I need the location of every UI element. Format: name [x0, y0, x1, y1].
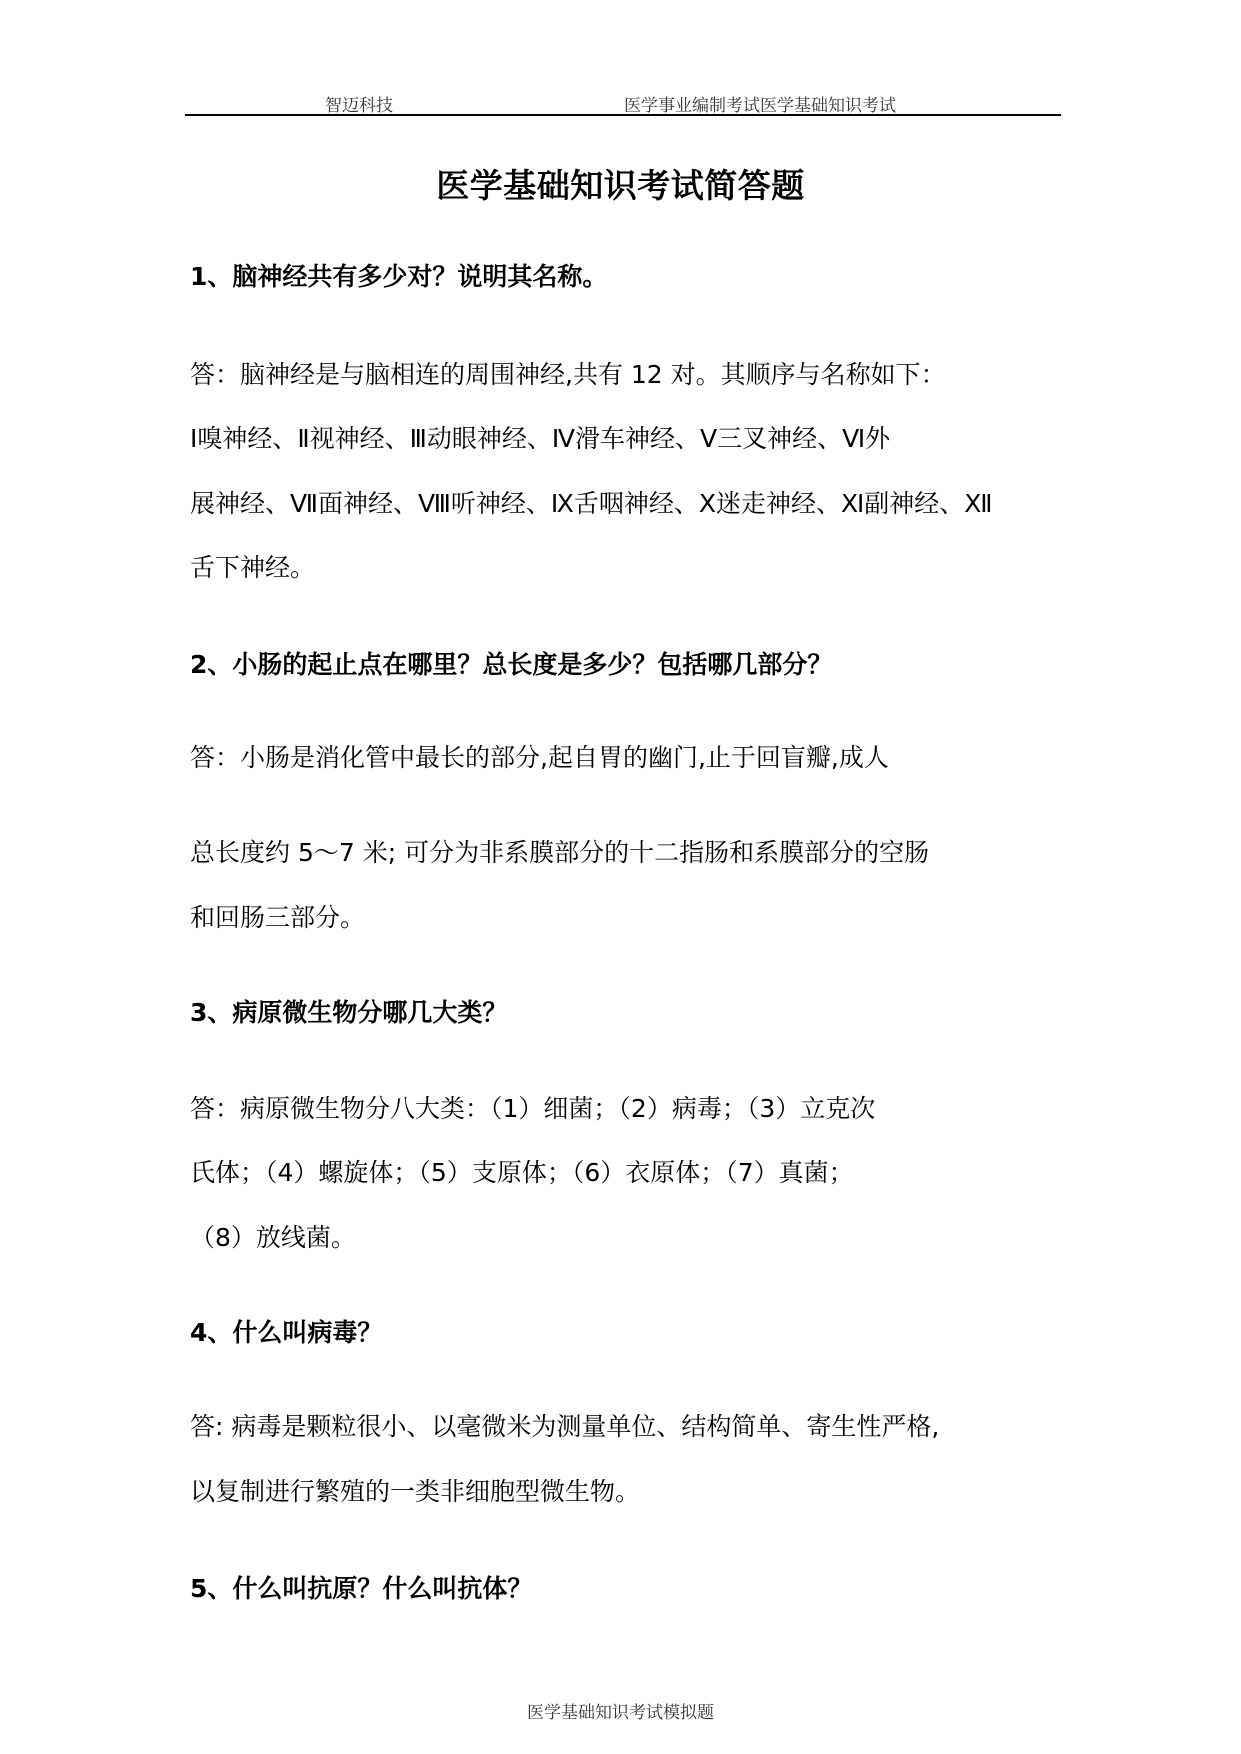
answer-1-line-3: 展神经、Ⅶ面神经、Ⅷ听神经、Ⅸ舌咽神经、Ⅹ迷走神经、Ⅺ副神经、Ⅻ [190, 489, 993, 518]
question-3: 3、病原微生物分哪几大类？ [190, 998, 508, 1027]
answer-1-line-2: Ⅰ嗅神经、Ⅱ视神经、Ⅲ动眼神经、Ⅳ滑车神经、Ⅴ三叉神经、Ⅵ外 [190, 424, 891, 453]
answer-2-line-3: 和回肠三部分。 [190, 903, 366, 932]
answer-4-line-1: 答: 病毒是颗粒很小、以毫微米为测量单位、结构简单、寄生性严格, [190, 1412, 940, 1441]
answer-1-line-4: 舌下神经。 [190, 553, 316, 582]
question-2: 2、小肠的起止点在哪里？总长度是多少？包括哪几部分？ [190, 650, 833, 679]
header-divider [185, 114, 1061, 116]
question-4: 4、什么叫病毒？ [190, 1318, 383, 1347]
answer-3-line-2: 氏体；（4）螺旋体；（5）支原体；（6）衣原体；（7）真菌； [190, 1158, 854, 1187]
answer-1-line-1: 答：脑神经是与脑相连的周围神经,共有 12 对。其顺序与名称如下： [190, 360, 946, 389]
page-footer: 医学基础知识考试模拟题 [527, 1703, 714, 1723]
document-title: 医学基础知识考试简答题 [436, 166, 805, 205]
question-5: 5、什么叫抗原？什么叫抗体？ [190, 1574, 533, 1603]
answer-4-line-2: 以复制进行繁殖的一类非细胞型微生物。 [190, 1477, 641, 1506]
answer-2-line-2: 总长度约 5～7 米; 可分为非系膜部分的十二指肠和系膜部分的空肠 [190, 838, 930, 867]
header-right-text: 医学事业编制考试医学基础知识考试 [624, 96, 896, 116]
answer-3-line-1: 答：病原微生物分八大类：（1）细菌；（2）病毒；（3）立克次 [190, 1094, 876, 1123]
answer-2-line-1: 答：小肠是消化管中最长的部分,起自胃的幽门,止于回盲瓣,成人 [190, 743, 889, 772]
header-left-text: 智迈科技 [325, 96, 393, 116]
question-1: 1、脑神经共有多少对？说明其名称。 [190, 262, 608, 291]
answer-3-line-3: （8）放线菌。 [190, 1223, 356, 1252]
